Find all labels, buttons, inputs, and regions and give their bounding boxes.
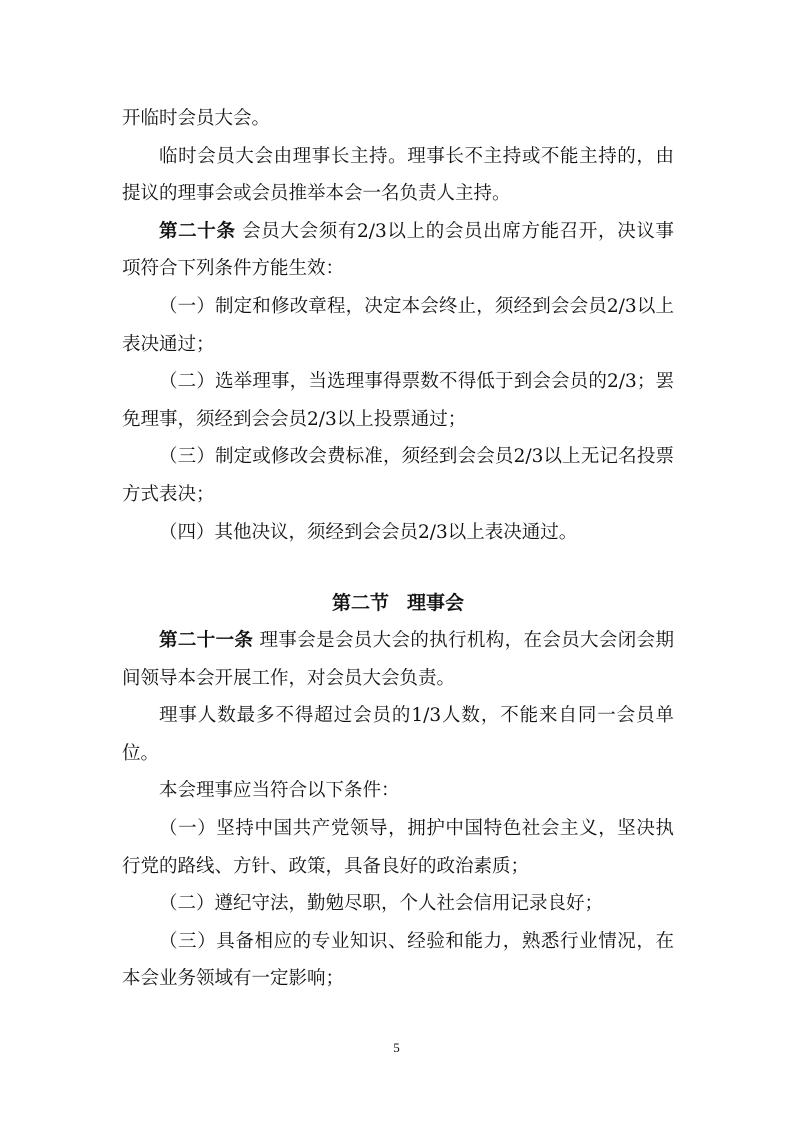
paragraph: 临时会员大会由理事长主持。理事长不主持或不能主持的，由提议的理事会或会员推举本会一名负责人主持。 xyxy=(122,145,674,205)
section-title: 理事会 xyxy=(407,592,465,614)
body-text-top xyxy=(122,100,674,551)
section-heading xyxy=(122,585,674,623)
article-text: 会员大会须有2/3以上的会员出席方能召开，决议事项符合下列条件方能生效： xyxy=(122,220,674,280)
list-item: （一）制定和修改章程，决定本会终止，须经到会会员2/3以上表决通过； xyxy=(122,295,674,355)
paragraph: 理事人数最多不得超过会员的1/3人数，不能来自同一会员单位。 xyxy=(122,705,674,764)
paragraph: 本会理事应当符合以下条件： xyxy=(159,780,400,802)
list-item: （三）具备相应的专业知识、经验和能力，熟悉行业情况，在本会业务领域有一定影响； xyxy=(122,930,674,990)
list-item: （三）制定或修改会费标准，须经到会会员2/3以上无记名投票方式表决； xyxy=(122,446,674,505)
section-number: 第二节 xyxy=(331,592,389,614)
list-item: （二）选举理事，当选理事得票数不得低于到会会员的2/3；罢免理事，须经到会会员2/3以上投票通过； xyxy=(122,371,674,430)
article-label: 第二十一条 xyxy=(159,630,254,651)
article-paragraph xyxy=(122,622,674,697)
list-item: （二）遵纪守法，勤勉尽职，个人社会信用记录良好； xyxy=(159,893,604,915)
list-item: （四）其他决议，须经到会会员2/3以上表决通过。 xyxy=(159,521,578,543)
article-label: 第二十条 xyxy=(159,220,236,242)
article-paragraph xyxy=(122,213,674,288)
paragraph: 开临时会员大会。 xyxy=(122,108,271,129)
article-text: 理事会是会员大会的执行机构，在会员大会闭会期间领导本会开展工作，对会员大会负责。 xyxy=(122,630,674,689)
list-item: （一）坚持中国共产党领导，拥护中国特色社会主义，坚决执行党的路线、方针、政策，具备良好的政治素质； xyxy=(122,817,674,877)
body-text-bottom xyxy=(122,622,674,998)
page-number: 5 xyxy=(393,1040,400,1055)
